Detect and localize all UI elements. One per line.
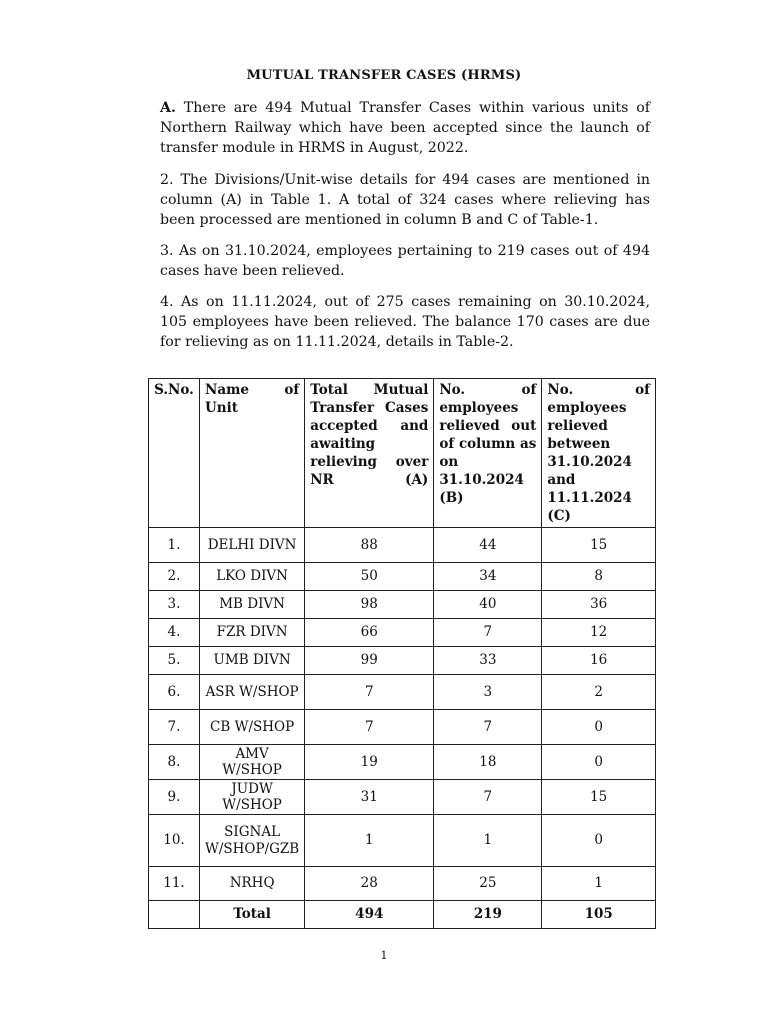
paragraph-2: 2. The Divisions/Unit-wise details for 494 cases are mentioned in column (A) in Table 1. A total of 324 cases where relieving has been processed are mentioned in column B and C of Table-1. [160,172,650,228]
transfer-cases-table [148,378,656,929]
row-total-cases: 1 [305,815,434,867]
table-row [149,815,656,867]
table-row [149,710,656,745]
paragraph-a-label: A. [160,100,176,116]
table-row [149,780,656,815]
row-relieved-c: 2 [542,675,656,710]
row-total-cases: 28 [305,867,434,901]
row-sno: 1. [149,528,200,563]
row-relieved-b: 18 [434,745,542,780]
table-row [149,528,656,563]
total-label: Total [199,901,304,929]
row-sno: 11. [149,867,200,901]
row-sno: 7. [149,710,200,745]
header-unit: Name of Unit [199,379,304,528]
row-unit: DELHI DIVN [199,528,304,563]
header-relieved-c: No. of employees relieved between 31.10.2024 and 11.11.2024 (C) [542,379,656,528]
row-relieved-c: 15 [542,780,656,815]
row-unit: FZR DIVN [199,619,304,647]
row-sno: 9. [149,780,200,815]
row-sno: 6. [149,675,200,710]
row-relieved-c: 1 [542,867,656,901]
row-total-cases: 98 [305,591,434,619]
header-relieved-b: No. of employees relieved out of column as on 31.10.2024 (B) [434,379,542,528]
row-relieved-c: 15 [542,528,656,563]
row-unit: MB DIVN [199,591,304,619]
row-unit: AMV W/SHOP [199,745,304,780]
table-header-row [149,379,656,528]
table-row [149,745,656,780]
paragraph-3: 3. As on 31.10.2024, employees pertaining to 219 cases out of 494 cases have been relieved. [160,243,650,279]
row-relieved-b: 33 [434,647,542,675]
row-relieved-c: 12 [542,619,656,647]
row-sno: 2. [149,563,200,591]
row-unit: NRHQ [199,867,304,901]
total-row-sno [149,901,200,929]
row-relieved-b: 25 [434,867,542,901]
row-relieved-c: 8 [542,563,656,591]
row-total-cases: 99 [305,647,434,675]
total-row-relieved-b: 219 [434,901,542,929]
row-total-cases: 66 [305,619,434,647]
row-relieved-b: 7 [434,780,542,815]
row-unit: ASR W/SHOP [199,675,304,710]
row-sno: 8. [149,745,200,780]
row-total-cases: 50 [305,563,434,591]
row-relieved-c: 0 [542,745,656,780]
table-row [149,675,656,710]
row-relieved-b: 34 [434,563,542,591]
row-unit: UMB DIVN [199,647,304,675]
paragraph-4: 4. As on 11.11.2024, out of 275 cases remaining on 30.10.2024, 105 employees have been relieved. The balance 170 cases are due for relieving as on 11.11.2024, details in Table-2. [160,294,650,350]
page-title: MUTUAL TRANSFER CASES (HRMS) [246,68,522,83]
row-sno: 3. [149,591,200,619]
table-row [149,563,656,591]
table-row [149,867,656,901]
row-relieved-b: 7 [434,710,542,745]
table-total-row [149,901,656,929]
row-total-cases: 31 [305,780,434,815]
row-relieved-b: 7 [434,619,542,647]
table-row [149,647,656,675]
row-total-cases: 7 [305,710,434,745]
row-relieved-b: 1 [434,815,542,867]
table-row [149,619,656,647]
row-relieved-b: 3 [434,675,542,710]
row-relieved-c: 16 [542,647,656,675]
paragraph-a [160,98,650,158]
total-row-total-cases: 494 [305,901,434,929]
header-total-cases: Total Mutual Transfer Cases accepted and awaiting relieving over NR (A) [305,379,434,528]
row-relieved-c: 0 [542,710,656,745]
row-relieved-b: 40 [434,591,542,619]
row-total-cases: 88 [305,528,434,563]
paragraph-a-text: There are 494 Mutual Transfer Cases within various units of Northern Railway which have been accepted since the launch of transfer module in HRMS in August, 2022. [160,100,651,156]
row-unit: CB W/SHOP [199,710,304,745]
row-total-cases: 19 [305,745,434,780]
row-unit: SIGNAL W/SHOP/GZB [199,815,304,867]
row-unit: JUDW W/SHOP [199,780,304,815]
row-sno: 4. [149,619,200,647]
row-sno: 10. [149,815,200,867]
page-number: 1 [380,949,388,962]
row-relieved-b: 44 [434,528,542,563]
row-sno: 5. [149,647,200,675]
row-relieved-c: 36 [542,591,656,619]
table-row [149,591,656,619]
row-unit: LKO DIVN [199,563,304,591]
row-total-cases: 7 [305,675,434,710]
total-row-relieved-c: 105 [542,901,656,929]
row-relieved-c: 0 [542,815,656,867]
header-sno: S.No. [149,379,200,528]
